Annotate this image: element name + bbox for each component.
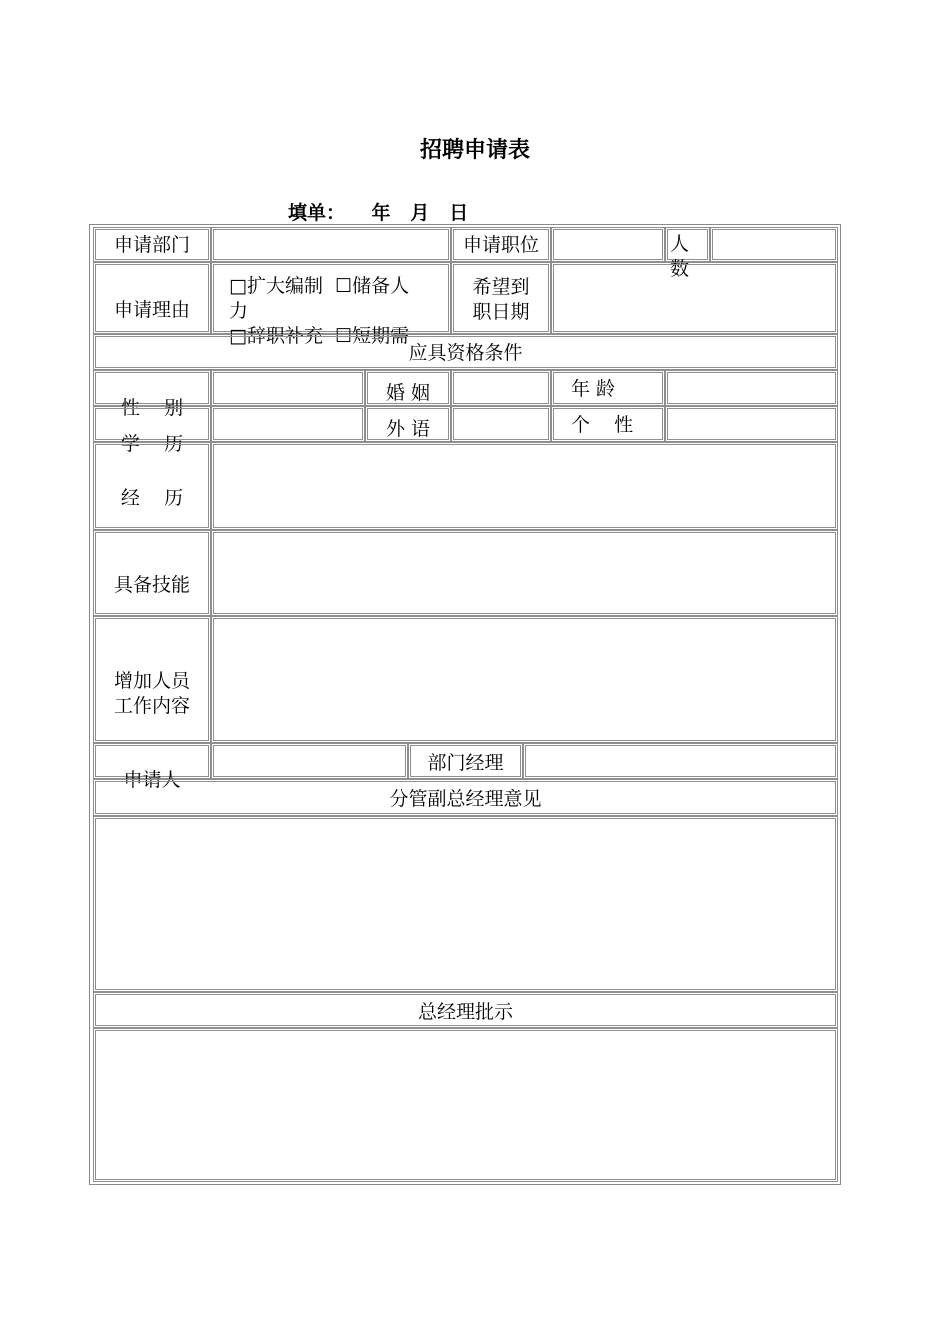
experience-label: 经 历 (120, 487, 184, 509)
position-label: 申请职位 (462, 234, 539, 256)
hope-date-label-2: 职日期 (472, 301, 530, 323)
age-label-cell (551, 370, 665, 406)
fill-date-year: 年 (371, 202, 391, 224)
dept-label-cell (93, 227, 211, 262)
manager-input[interactable] (523, 743, 838, 779)
marriage-label: 婚 姻 (385, 382, 431, 404)
fill-date-line (288, 198, 468, 225)
hope-date-label-1: 希望到 (472, 276, 530, 298)
skills-label: 具备技能 (113, 574, 190, 596)
vp-opinion-header (93, 779, 838, 816)
reason-options-line-3[interactable]: □辞职补充 ☐短期需 (229, 325, 410, 347)
age-input[interactable] (665, 370, 838, 406)
position-input[interactable] (551, 227, 665, 262)
gender-label-cell (93, 370, 211, 419)
manager-label-cell (408, 743, 523, 779)
qualification-header-text: 应具资格条件 (408, 342, 523, 364)
work-content-label-1: 增加人员 (113, 670, 190, 692)
skills-input[interactable] (211, 530, 838, 616)
vp-opinion-input[interactable] (93, 816, 838, 992)
language-label-cell (365, 406, 451, 442)
gm-approval-header-text: 总经理批示 (417, 1001, 513, 1023)
hope-date-input[interactable] (551, 262, 838, 334)
education-input[interactable] (211, 406, 365, 442)
applicant-label: 申请人 (123, 769, 181, 791)
education-label-cell (93, 406, 211, 455)
manager-label: 部门经理 (427, 752, 504, 774)
marriage-label-cell (365, 370, 451, 406)
marriage-input[interactable] (451, 370, 551, 406)
hope-date-label-cell (451, 262, 551, 334)
count-input[interactable] (710, 227, 838, 262)
personality-label: 个 性 (571, 414, 634, 436)
language-label: 外 语 (385, 418, 431, 440)
language-input[interactable] (451, 406, 551, 442)
work-content-label-2: 工作内容 (113, 695, 190, 717)
experience-input[interactable] (211, 442, 838, 530)
skills-label-cell (93, 530, 211, 616)
gm-approval-input[interactable] (93, 1028, 838, 1182)
reason-label: 申请理由 (113, 299, 190, 321)
education-label: 学 历 (120, 433, 184, 455)
age-label: 年 龄 (571, 378, 616, 400)
work-content-label-cell (93, 616, 211, 743)
form-title: 招聘申请表 (419, 138, 530, 163)
applicant-input[interactable] (211, 743, 408, 779)
reason-label-cell (93, 262, 211, 334)
position-label-cell (451, 227, 551, 262)
qualification-header (93, 334, 838, 370)
reason-options-cell[interactable] (211, 262, 451, 347)
fill-date-month: 月 (410, 202, 430, 224)
dept-input[interactable] (211, 227, 451, 262)
dept-label: 申请部门 (113, 234, 190, 256)
reason-options-line-2: 力 (229, 300, 249, 322)
gm-approval-header (93, 992, 838, 1028)
personality-input[interactable] (665, 406, 838, 442)
work-content-input[interactable] (211, 616, 838, 743)
gender-input[interactable] (211, 370, 365, 406)
applicant-label-cell (93, 743, 211, 791)
fill-date-label: 填单： (288, 202, 346, 224)
vp-opinion-header-text: 分管副总经理意见 (389, 788, 542, 810)
personality-label-cell (551, 406, 665, 442)
experience-label-cell (93, 442, 211, 530)
fill-date-day: 日 (449, 202, 469, 224)
reason-options-line-1[interactable]: □扩大编制 ☐储备人 (229, 275, 410, 297)
gender-label: 性 别 (120, 397, 184, 419)
count-label-cell (665, 227, 710, 280)
count-label: 人数 (670, 233, 690, 280)
